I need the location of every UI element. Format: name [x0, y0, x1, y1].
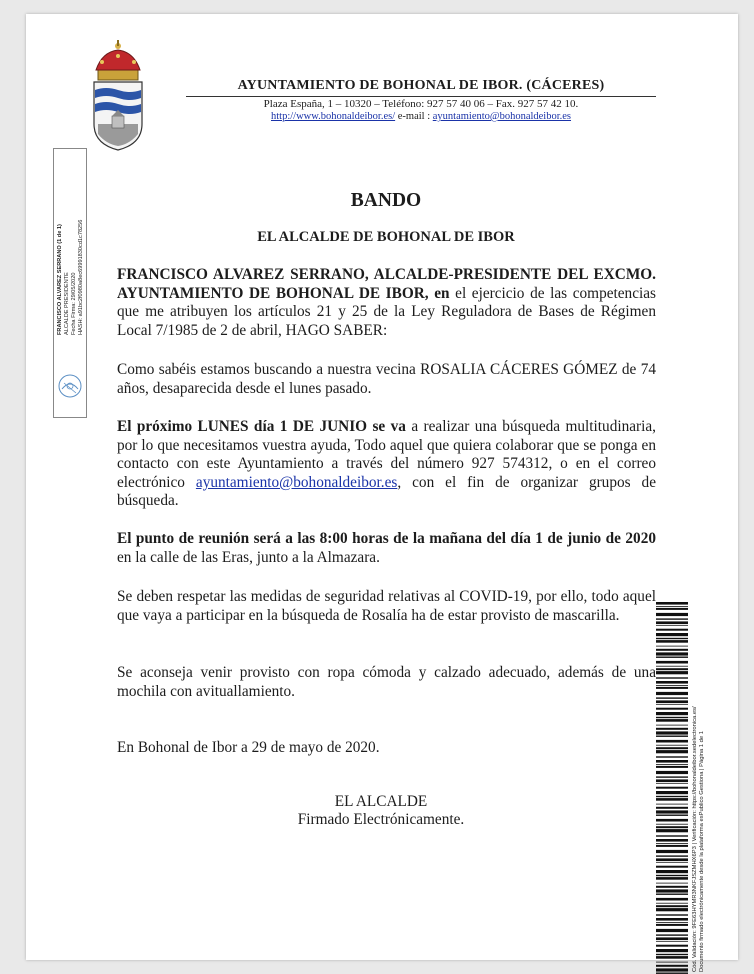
barcode-bar — [656, 796, 688, 797]
barcode-bar — [656, 756, 688, 757]
stamp-hash: HASH: a91bc2f0980a8ec69991830cd1c78256 — [78, 219, 84, 335]
barcode-bar — [656, 883, 688, 884]
barcode-bar — [656, 640, 688, 643]
barcode-bar — [656, 889, 688, 892]
barcode-bar — [656, 918, 688, 921]
barcode-bar — [656, 606, 688, 607]
barcode-bar — [656, 779, 688, 782]
barcode-bar — [656, 835, 688, 836]
barcode-bar — [656, 798, 688, 801]
barcode-bar — [656, 731, 688, 734]
barcode-bar — [656, 962, 688, 963]
search-tail: , con el fin de organizar grupos de búsqueda. — [117, 473, 656, 510]
barcode-bar — [656, 934, 688, 935]
platform-line: Documento firmado electrónicamente desde la plataforma esPublico Gestiona | Página 1 de 1 — [699, 731, 705, 972]
barcode-bar — [656, 945, 688, 947]
barcode-bar — [656, 618, 688, 619]
stamp-signer: FRANCISCO ALVAREZ SERRANO (1 de 1) — [57, 224, 63, 335]
barcode-bar — [656, 717, 688, 718]
document-subtitle: EL ALCALDE DE BOHONAL DE IBOR — [257, 229, 515, 245]
barcode-bar — [656, 677, 688, 678]
barcode-bar — [656, 685, 688, 686]
barcode-bar — [656, 858, 688, 861]
paragraph-advice: Se aconseja venir provisto con ropa cómoda y calzado adecuado, además de una mochila con avituallamiento. — [117, 664, 656, 700]
barcode-bar — [656, 719, 688, 722]
barcode-bar — [656, 728, 688, 730]
barcode-bar — [656, 750, 688, 753]
header-links — [211, 111, 631, 122]
intro-bold: FRANCISCO ALVAREZ SERRANO, ALCALDE-PRESIDENTE DEL EXCMO. AYUNTAMIENTO DE BOHONAL DE IBOR, en — [117, 266, 656, 302]
barcode-bar — [656, 819, 688, 822]
barcode-bar — [656, 613, 688, 616]
intro-text: el ejercicio de las competencias que me atribuyen los artículos 21 y 25 de la Ley Reguladora de Bases de Régimen Local 7/1985 de 2 de abril, HAGO SABER: — [117, 284, 656, 339]
barcode-bar — [656, 671, 688, 674]
barcode-bar — [656, 621, 688, 624]
signature-note: Firmado Electrónicamente. — [297, 811, 465, 828]
barcode-bar — [656, 826, 688, 828]
barcode-bar — [656, 839, 688, 842]
barcode-bar — [656, 687, 688, 689]
barcode-bar — [656, 697, 688, 698]
barcode-bar — [656, 608, 688, 610]
barcode-bar — [656, 914, 688, 915]
header-email-link[interactable]: ayuntamiento@bohonaldeibor.es — [432, 111, 572, 122]
barcode-bar — [656, 956, 688, 959]
coat-of-arms-icon — [86, 40, 150, 152]
barcode-bar — [656, 937, 688, 940]
barcode-bar — [656, 736, 688, 737]
stamp-text — [54, 153, 86, 339]
barcode-bar — [656, 922, 688, 923]
barcode-bar — [656, 646, 688, 647]
paragraph-intro — [117, 266, 656, 340]
document-page — [26, 14, 738, 972]
barcode-bar — [656, 929, 688, 932]
barcode-bar — [656, 965, 688, 967]
barcode-bar — [656, 776, 688, 777]
barcode-bar — [656, 949, 688, 952]
barcode-bar — [656, 666, 688, 667]
barcode-bar — [656, 870, 688, 873]
validation-line: Cód. Validación: 9FE63HYMR3NKFJSZMHX6P3 | Verificación: https://bohonaldeibor.sedelectronica.es/ — [692, 706, 698, 972]
barcode-bar — [656, 771, 688, 774]
barcode-bar — [656, 810, 688, 813]
barcode-bar — [656, 804, 688, 805]
seal-icon — [56, 369, 84, 403]
barcode-bar — [656, 908, 688, 911]
barcode-bar — [656, 661, 688, 664]
barcode-bar — [656, 898, 688, 901]
barcode-bar — [656, 905, 688, 907]
email-label: e-mail : — [397, 111, 431, 122]
barcode-bar — [656, 747, 688, 749]
barcode-bar — [656, 843, 688, 844]
barcode-bar — [656, 633, 688, 636]
barcode-bar — [656, 700, 688, 703]
barcode-bar — [656, 625, 688, 626]
barcode-bar — [656, 829, 688, 832]
barcode-bar — [656, 862, 688, 863]
barcode-bar — [656, 764, 688, 765]
barcode-bar — [656, 638, 688, 639]
barcode-bar — [656, 903, 688, 904]
barcode-bar — [656, 894, 688, 895]
barcode-bar — [656, 787, 688, 789]
barcode-bar — [656, 704, 688, 705]
date-line: En Bohonal de Ibor a 29 de mayo de 2020. — [117, 739, 380, 756]
barcode-bar — [656, 866, 688, 868]
barcode-bar — [656, 815, 688, 816]
signature-stamp — [53, 148, 87, 418]
search-text: a realizar una búsqueda multitudinaria, por lo que necesitamos vuestra ayuda, Todo aquel que quiera colaborar que se ponga en contacto con este Ayuntamiento a través del número 927 574312, o en el correo electrónico — [117, 418, 656, 491]
document-title: BANDO — [350, 190, 422, 211]
barcode-bar — [656, 791, 688, 794]
paragraph-missing: Como sabéis estamos buscando a nuestra vecina ROSALIA CÁCERES GÓMEZ de 74 años, desaparecida desde el lunes pasado. — [117, 361, 656, 397]
barcode-bar — [656, 668, 688, 670]
header-divider — [186, 96, 656, 97]
barcode-bar — [656, 692, 688, 695]
barcode-bar — [656, 924, 688, 926]
signature-role: EL ALCALDE — [334, 793, 428, 810]
meeting-text: en la calle de las Eras, junto a la Almazara. — [117, 548, 380, 566]
barcode-bar — [656, 652, 688, 655]
barcode-bar — [656, 783, 688, 784]
barcode-bar — [656, 875, 688, 876]
header-address: Plaza España, 1 – 10320 – Teléfono: 927 57 40 06 – Fax. 927 57 42 10. — [263, 98, 579, 110]
barcode-bar — [656, 855, 688, 856]
barcode-bar — [656, 941, 688, 942]
stamp-date: Fecha Firma: 29/05/2020 — [71, 272, 77, 335]
website-link[interactable]: http://www.bohonaldeibor.es/ — [270, 111, 396, 122]
barcode-icon — [656, 602, 688, 974]
barcode-bar — [656, 740, 688, 743]
email-link[interactable]: ayuntamiento@bohonaldeibor.es — [195, 473, 398, 491]
barcode-bar — [656, 708, 688, 710]
barcode-bar — [656, 845, 688, 847]
barcode-bar — [656, 725, 688, 726]
municipality-title: AYUNTAMIENTO DE BOHONAL DE IBOR. (CÁCERES) — [237, 78, 605, 93]
barcode-bar — [656, 954, 688, 955]
barcode-bar — [656, 760, 688, 763]
barcode-bar — [656, 886, 688, 888]
barcode-bar — [656, 807, 688, 809]
barcode-bar — [656, 877, 688, 880]
barcode-bar — [656, 824, 688, 825]
barcode-bar — [656, 657, 688, 658]
barcode-bar — [656, 649, 688, 651]
barcode-bar — [656, 602, 688, 605]
barcode-bar — [656, 968, 688, 971]
search-bold: El próximo LUNES día 1 DE JUNIO se va — [117, 418, 406, 435]
barcode-bar — [656, 766, 688, 768]
paragraph-search — [117, 418, 656, 511]
paragraph-meeting — [117, 530, 656, 567]
validation-text — [692, 632, 724, 972]
meeting-bold: El punto de reunión será a las 8:00 horas de la mañana del día 1 de junio de 2020 — [117, 530, 656, 547]
barcode-bar — [656, 681, 688, 684]
stamp-role: ALCALDE PRESIDENTE — [64, 272, 70, 335]
barcode-bar — [656, 850, 688, 853]
paragraph-covid: Se deben respetar las medidas de seguridad relativas al COVID-19, por ello, todo aquel que vaya a participar en la búsqueda de Rosalía ha de estar provisto de mascarilla. — [117, 588, 656, 624]
barcode-bar — [656, 745, 688, 746]
barcode-bar — [656, 629, 688, 631]
barcode-bar — [656, 712, 688, 715]
